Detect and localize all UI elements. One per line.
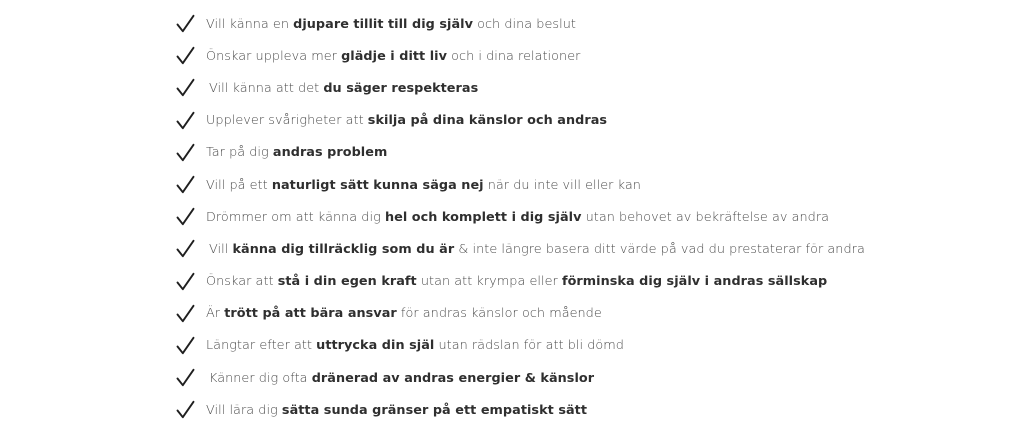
checkmark-icon bbox=[176, 14, 195, 34]
checkmark-icon bbox=[176, 304, 195, 324]
emphasis-text: naturligt sätt kunna säga nej bbox=[271, 177, 484, 193]
emphasis-text: skilja på dina känslor och andras bbox=[367, 113, 608, 129]
body-text: utan rädslan för att bli dömd bbox=[434, 338, 624, 354]
body-text: och dina beslut bbox=[472, 16, 576, 32]
body-text: Drömmer om att känna dig bbox=[206, 209, 385, 225]
emphasis-text: du säger respekteras bbox=[323, 80, 479, 96]
list-item bbox=[176, 105, 1016, 137]
list-item-text bbox=[206, 338, 624, 353]
checkmark-icon bbox=[176, 175, 195, 195]
list-item-text bbox=[206, 49, 580, 64]
list-item-text bbox=[206, 17, 576, 32]
body-text: Vill känna att det bbox=[209, 80, 324, 96]
emphasis-text: djupare tillit till dig själv bbox=[293, 16, 473, 32]
list-item bbox=[176, 169, 1016, 201]
body-text: & inte längre basera ditt värde på vad du prestaterar för andra bbox=[454, 241, 865, 257]
emphasis-text: dränerad av andras energier & känslor bbox=[311, 370, 595, 386]
list-item bbox=[176, 362, 1016, 394]
checkmark-icon bbox=[176, 143, 195, 163]
body-text: Längtar efter att bbox=[206, 338, 317, 354]
body-text: Upplever svårigheter att bbox=[206, 113, 368, 129]
list-item bbox=[176, 137, 1016, 169]
body-text: Vill bbox=[209, 241, 233, 257]
emphasis-text: trött på att bära ansvar bbox=[224, 306, 397, 322]
emphasis-text: uttrycka din själ bbox=[316, 338, 435, 354]
list-item bbox=[176, 201, 1016, 233]
body-text: Är bbox=[206, 306, 225, 322]
checkmark-icon bbox=[176, 46, 195, 66]
body-text: Känner dig ofta bbox=[209, 370, 312, 386]
emphasis-text: förminska dig själv i andras sällskap bbox=[561, 274, 828, 290]
body-text: Vill på ett bbox=[206, 177, 272, 193]
list-item-text bbox=[206, 81, 478, 96]
body-text: Önskar uppleva mer bbox=[206, 48, 342, 64]
list-item bbox=[176, 298, 1016, 330]
emphasis-text: andras problem bbox=[272, 145, 388, 161]
emphasis-text: känna dig tillräcklig som du är bbox=[232, 241, 455, 257]
list-item-text bbox=[206, 242, 865, 257]
list-item bbox=[176, 8, 1016, 40]
list-item-text bbox=[206, 403, 587, 418]
list-item bbox=[176, 266, 1016, 298]
list-item-text bbox=[206, 145, 387, 160]
list-item bbox=[176, 394, 1016, 426]
checkmark-icon bbox=[176, 207, 195, 227]
body-text: Önskar att bbox=[206, 274, 278, 290]
checkmark-icon bbox=[176, 239, 195, 259]
body-text: utan behovet av bekräftelse av andra bbox=[581, 209, 830, 225]
body-text: Vill känna en bbox=[206, 16, 294, 32]
emphasis-text: glädje i ditt liv bbox=[341, 48, 447, 64]
checkmark-icon bbox=[176, 368, 195, 388]
list-item-text bbox=[206, 306, 602, 321]
list-item-text bbox=[206, 113, 607, 128]
list-item bbox=[176, 233, 1016, 265]
body-text: Tar på dig bbox=[206, 145, 273, 161]
emphasis-text: sätta sunda gränser på ett empatiskt sätt bbox=[281, 402, 588, 418]
emphasis-text: hel och komplett i dig själv bbox=[384, 209, 582, 225]
body-text: och i dina relationer bbox=[447, 48, 581, 64]
checklist bbox=[176, 8, 1016, 426]
list-item-text bbox=[206, 371, 594, 386]
list-item-text bbox=[206, 274, 827, 289]
list-item bbox=[176, 330, 1016, 362]
body-text: utan att krympa eller bbox=[416, 274, 562, 290]
body-text: Vill lära dig bbox=[206, 402, 282, 418]
body-text: när du inte vill eller kan bbox=[483, 177, 641, 193]
checkmark-icon bbox=[176, 336, 195, 356]
body-text: för andras känslor och mående bbox=[396, 306, 602, 322]
list-item-text bbox=[206, 210, 829, 225]
list-item bbox=[176, 72, 1016, 104]
checkmark-icon bbox=[176, 272, 195, 292]
emphasis-text: stå i din egen kraft bbox=[277, 274, 417, 290]
list-item bbox=[176, 40, 1016, 72]
checkmark-icon bbox=[176, 111, 195, 131]
checkmark-icon bbox=[176, 400, 195, 420]
list-item-text bbox=[206, 178, 641, 193]
checkmark-icon bbox=[176, 78, 195, 98]
